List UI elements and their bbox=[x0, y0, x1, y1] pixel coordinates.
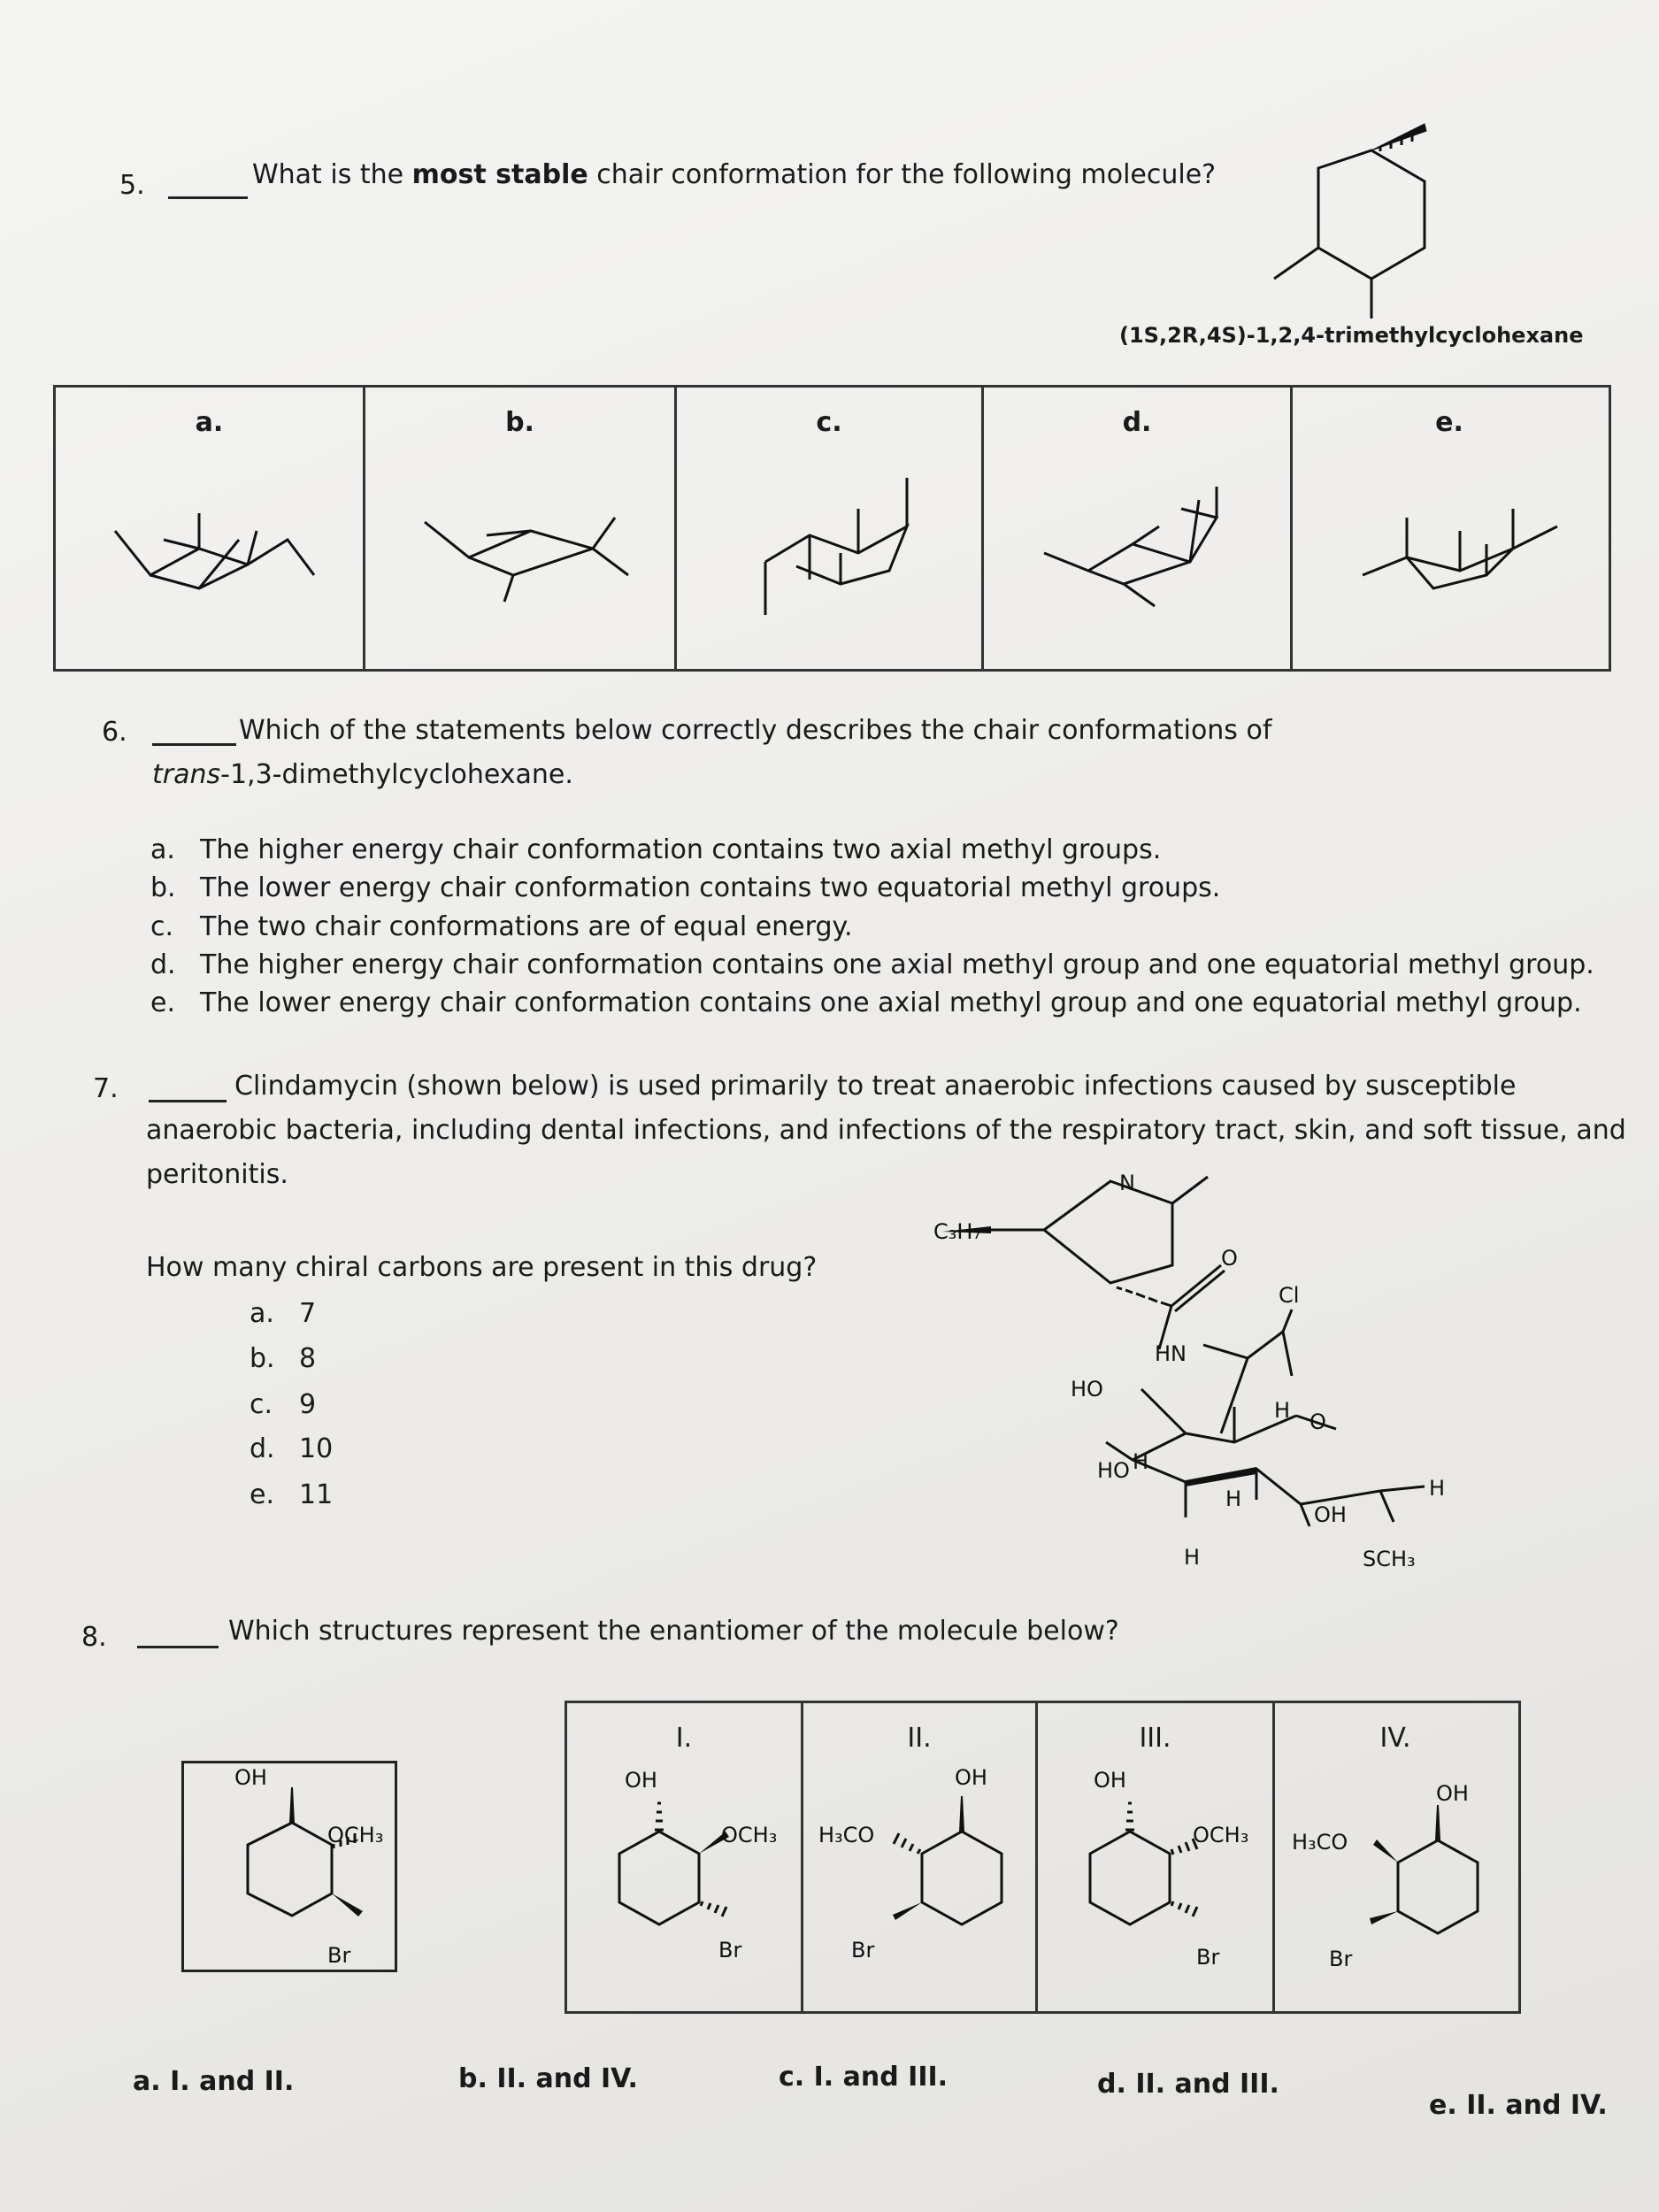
q8-molecule-iv bbox=[1274, 1761, 1515, 2000]
q7-question: How many chiral carbons are present in this drug? bbox=[146, 1252, 818, 1283]
q8-ref-label-och3: OCH₃ bbox=[327, 1823, 384, 1847]
q8-answer-blank[interactable] bbox=[137, 1646, 219, 1648]
q8-answer-c[interactable] bbox=[779, 2062, 948, 2093]
q8-molecule-iii bbox=[1037, 1761, 1274, 2000]
q7-option-e[interactable] bbox=[250, 1479, 333, 1510]
q6-option-b-text: The lower energy chair conformation contains two equatorial methyl groups. bbox=[200, 872, 1221, 903]
q8-answer-e-text: II. and IV. bbox=[1466, 2090, 1608, 2121]
q7-label-oh: OH bbox=[1314, 1502, 1347, 1527]
q7-option-d-letter: d. bbox=[250, 1433, 275, 1464]
q8-answer-a-letter: a. bbox=[133, 2066, 161, 2097]
q8-ref-label-oh: OH bbox=[234, 1765, 267, 1790]
q7-label-h4: H bbox=[1184, 1545, 1201, 1570]
q6-option-b[interactable] bbox=[150, 872, 1220, 903]
q7-option-d[interactable] bbox=[250, 1433, 333, 1464]
q8-ref-label-br: Br bbox=[327, 1943, 351, 1968]
q7-clindamycin-structure bbox=[920, 1168, 1486, 1584]
q6-option-c[interactable] bbox=[150, 911, 853, 942]
q5-answer-blank[interactable] bbox=[168, 196, 248, 199]
q7-option-d-text: 10 bbox=[299, 1433, 334, 1464]
q7-number: 7. bbox=[93, 1073, 119, 1104]
q8-molecule-i bbox=[566, 1761, 801, 2000]
q8-iv-label-oh: OH bbox=[1436, 1781, 1469, 1806]
q8-answer-c-letter: c. bbox=[779, 2062, 805, 2093]
q5-question bbox=[252, 159, 1216, 190]
q7-label-ho2: HO bbox=[1097, 1458, 1130, 1483]
q5-question-pre: What is the bbox=[252, 159, 412, 190]
q8-answer-e-letter: e. bbox=[1429, 2090, 1457, 2121]
q7-label-ring-o: O bbox=[1310, 1409, 1326, 1434]
q7-label-hn: HN bbox=[1155, 1341, 1187, 1366]
q7-option-c-letter: c. bbox=[250, 1389, 273, 1420]
q5-chair-d bbox=[1035, 482, 1239, 624]
q7-option-e-letter: e. bbox=[250, 1479, 274, 1510]
q6-option-a[interactable] bbox=[150, 834, 1161, 865]
q8-col-iii-label: III. bbox=[1139, 1723, 1171, 1754]
q7-label-h1: H bbox=[1274, 1398, 1291, 1423]
q6-compound-prefix: trans bbox=[152, 759, 221, 790]
q8-iv-label-br: Br bbox=[1329, 1947, 1353, 1971]
q6-option-e[interactable] bbox=[150, 987, 1582, 1018]
q8-i-label-och3: OCH₃ bbox=[721, 1823, 778, 1847]
q6-question: Which of the statements below correctly describes the chair conformations of bbox=[239, 715, 1272, 746]
q8-answer-b-letter: b. bbox=[458, 2063, 488, 2094]
q6-option-d-text: The higher energy chair conformation contains one axial methyl group and one equatorial methyl group. bbox=[200, 949, 1594, 980]
q6-option-c-letter: c. bbox=[150, 911, 174, 942]
q7-label-ho1: HO bbox=[1071, 1377, 1103, 1402]
q5-compound-name: (1S,2R,4S)-1,2,4-trimethylcyclohexane bbox=[1119, 323, 1584, 348]
q8-answer-b[interactable] bbox=[458, 2063, 638, 2094]
q5-question-bold: most stable bbox=[411, 159, 588, 190]
q6-option-c-text: The two chair conformations are of equal energy. bbox=[200, 911, 853, 942]
q7-label-n: N bbox=[1119, 1171, 1135, 1195]
q8-ii-label-h3co: H₃CO bbox=[818, 1823, 875, 1847]
q7-option-c-text: 9 bbox=[299, 1389, 317, 1420]
q5-question-post: chair conformation for the following molecule? bbox=[588, 159, 1217, 190]
q7-option-a-letter: a. bbox=[250, 1298, 274, 1329]
q5-option-a-label: a. bbox=[195, 407, 224, 438]
q5-molecule-structure bbox=[1239, 133, 1504, 310]
q6-question-compound bbox=[152, 759, 573, 790]
q8-answer-d-letter: d. bbox=[1097, 2069, 1126, 2100]
q8-answer-e[interactable] bbox=[1429, 2090, 1608, 2121]
q8-answer-c-text: I. and III. bbox=[813, 2062, 949, 2093]
q6-option-d-letter: d. bbox=[150, 949, 176, 980]
q7-label-sch3: SCH₃ bbox=[1363, 1547, 1416, 1571]
q8-answer-b-text: II. and IV. bbox=[496, 2063, 638, 2094]
q5-option-d-label: d. bbox=[1122, 407, 1152, 438]
q8-iii-label-oh: OH bbox=[1094, 1768, 1126, 1793]
q7-option-b-text: 8 bbox=[299, 1343, 317, 1374]
q7-label-h2: H bbox=[1133, 1449, 1149, 1474]
q7-intro-line2: anaerobic bacteria, including dental infections, and infections of the respiratory tract, skin, and soft tissue, and bbox=[146, 1115, 1626, 1146]
q5-chair-e bbox=[1354, 491, 1575, 606]
q5-option-c-label: c. bbox=[816, 407, 842, 438]
q6-option-b-letter: b. bbox=[150, 872, 176, 903]
q8-molecule-ii bbox=[803, 1761, 1037, 2000]
q6-option-a-text: The higher energy chair conformation contains two axial methyl groups. bbox=[200, 834, 1162, 865]
q8-answer-a-text: I. and II. bbox=[170, 2066, 295, 2097]
q8-ii-label-br: Br bbox=[851, 1938, 875, 1962]
q8-i-label-br: Br bbox=[718, 1938, 742, 1962]
q6-option-a-letter: a. bbox=[150, 834, 175, 865]
q7-option-a[interactable] bbox=[250, 1298, 316, 1329]
q8-i-label-oh: OH bbox=[625, 1768, 657, 1793]
q8-iv-label-h3co: H₃CO bbox=[1292, 1830, 1348, 1855]
q7-label-o: O bbox=[1221, 1246, 1238, 1271]
q8-question: Which structures represent the enantiomer of the molecule below? bbox=[228, 1616, 1119, 1647]
q8-col-i-label: I. bbox=[675, 1723, 693, 1754]
q7-option-c[interactable] bbox=[250, 1389, 316, 1420]
q7-answer-blank[interactable] bbox=[149, 1100, 227, 1102]
q5-number: 5. bbox=[119, 170, 145, 201]
q5-chair-b bbox=[416, 504, 646, 611]
q6-compound-rest: -1,3-dimethylcyclohexane. bbox=[220, 759, 573, 790]
q5-chair-a bbox=[106, 504, 336, 611]
q8-reference-molecule bbox=[181, 1761, 394, 1969]
q5-option-b-label: b. bbox=[505, 407, 534, 438]
q7-option-b[interactable] bbox=[250, 1343, 316, 1374]
q8-iii-label-br: Br bbox=[1196, 1945, 1220, 1970]
q7-label-h5: H bbox=[1429, 1476, 1446, 1501]
q7-intro-line3: peritonitis. bbox=[146, 1159, 288, 1190]
q7-label-propyl: C₃H₇ bbox=[933, 1219, 982, 1244]
q7-label-cl: Cl bbox=[1279, 1283, 1300, 1308]
q8-answer-d-text: II. and III. bbox=[1135, 2069, 1279, 2100]
q7-option-b-letter: b. bbox=[250, 1343, 275, 1374]
q8-col-ii-label: II. bbox=[907, 1723, 932, 1754]
q7-intro-line1: Clindamycin (shown below) is used primarily to treat anaerobic infections caused by susceptible bbox=[234, 1071, 1517, 1102]
q6-answer-blank[interactable] bbox=[152, 743, 236, 746]
q8-answer-a[interactable] bbox=[133, 2066, 294, 2097]
q7-label-h3: H bbox=[1225, 1486, 1242, 1511]
q6-option-d[interactable] bbox=[150, 949, 1594, 980]
q6-option-e-letter: e. bbox=[150, 987, 175, 1018]
q5-option-e-label: e. bbox=[1435, 407, 1463, 438]
q8-answer-d[interactable] bbox=[1097, 2069, 1279, 2100]
q8-iii-label-och3: OCH₃ bbox=[1193, 1823, 1249, 1847]
q7-option-a-text: 7 bbox=[299, 1298, 317, 1329]
q7-option-e-text: 11 bbox=[299, 1479, 334, 1510]
q8-ii-label-oh: OH bbox=[955, 1765, 987, 1790]
q8-col-iv-label: IV. bbox=[1379, 1723, 1411, 1754]
q5-chair-c bbox=[757, 473, 933, 624]
q8-number: 8. bbox=[81, 1622, 107, 1653]
q6-option-e-text: The lower energy chair conformation contains one axial methyl group and one equatorial methyl group. bbox=[200, 987, 1582, 1018]
q6-number: 6. bbox=[102, 717, 127, 748]
